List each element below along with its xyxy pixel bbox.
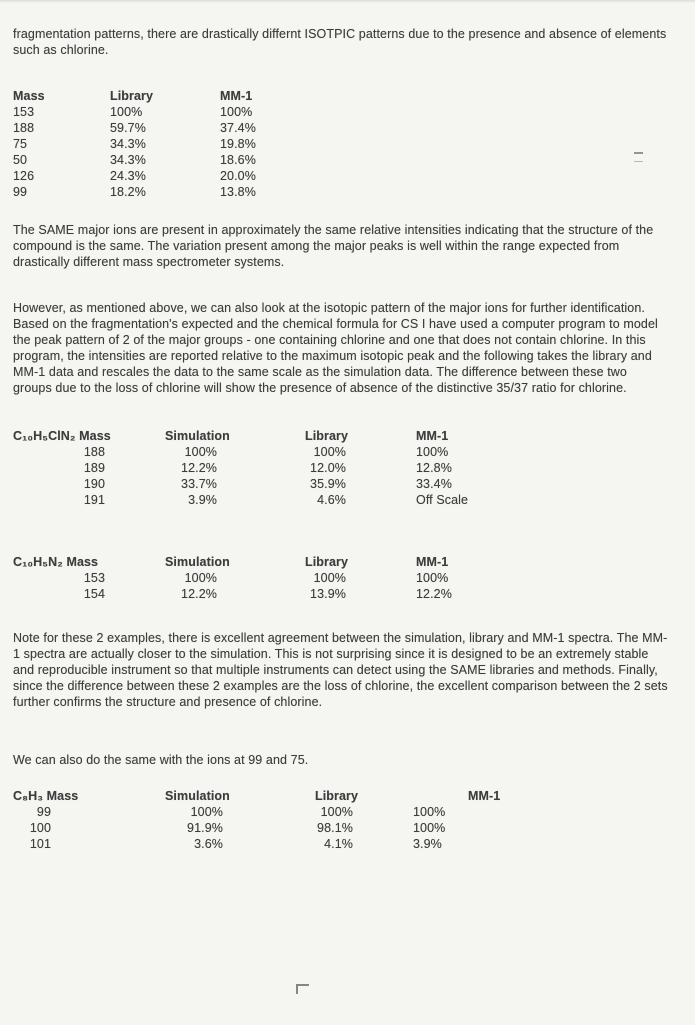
table-cell: 100% — [220, 105, 253, 119]
table-cell: 33.7% — [181, 477, 217, 491]
column-header-formula: C₁₀H₅N₂ Mass — [13, 555, 99, 569]
table-cell: 100% — [416, 445, 449, 459]
table-cell: 99 — [13, 185, 28, 199]
table-header-row — [13, 788, 671, 804]
table-cell: 18.2% — [110, 185, 146, 199]
table-cell: 12.2% — [416, 587, 452, 601]
column-header: Simulation — [165, 789, 230, 803]
table-cell: 100% — [413, 805, 446, 819]
table-cell: 91.9% — [187, 821, 223, 835]
scan-edge-shadow — [0, 0, 695, 3]
table-row — [13, 586, 671, 602]
table-cell: 18.6% — [220, 153, 256, 167]
table-cell: 12.2% — [181, 587, 217, 601]
paragraph-agreement-note: Note for these 2 examples, there is excellent agreement between the simulation, library and MM-1 spectra. The MM-1 spectra are actually closer to the simulation. This is not surprising since it is designed to be an extremely stable and reproducible instrument so that multiple instruments can detect using the SAME libraries and methods. Finally, since the difference between these 2 examples are the loss of chlorine, the excellent comparison between the 2 sets further confirms the structure and presence of chlorine. — [13, 631, 668, 709]
table-cell: 12.2% — [181, 461, 217, 475]
paragraph-intro: fragmentation patterns, there are drastically differnt ISOTPIC patterns due to the presence and absence of elements such as chlorine. — [13, 27, 667, 57]
table-row — [13, 492, 671, 508]
table-cell: 100% — [320, 805, 353, 819]
scan-artifact-bottom — [296, 984, 309, 994]
table-cell: 98.1% — [317, 821, 353, 835]
table-cell: 24.3% — [110, 169, 146, 183]
table-cell: 35.9% — [310, 477, 346, 491]
paragraph-same-ions: The SAME major ions are present in approximately the same relative intensities indicating that the structure of the compound is the same. The variation present among the major peaks is well within the range expected from drastically different mass spectrometer systems. — [13, 223, 654, 269]
table-cell: 3.9% — [188, 493, 217, 507]
table-cell: 126 — [13, 169, 35, 183]
column-header: MM-1 — [220, 89, 253, 103]
column-header: Simulation — [165, 555, 230, 569]
column-header-formula: C₈H₃ Mass — [13, 789, 79, 803]
table-cell: 12.0% — [310, 461, 346, 475]
table-cell: 188 — [13, 121, 35, 135]
column-header: Simulation — [165, 429, 230, 443]
table-row — [13, 104, 671, 120]
table-cell: 4.1% — [324, 837, 353, 851]
table-cell: 189 — [83, 461, 105, 475]
table-cell: 100% — [184, 571, 217, 585]
table-header-row — [13, 554, 671, 570]
table-row — [13, 804, 671, 820]
table-cell: 75 — [13, 137, 28, 151]
table-row — [13, 444, 671, 460]
table-cell: 100% — [413, 821, 446, 835]
no-chlorine-isotope-table — [13, 554, 671, 602]
table-cell: 100 — [29, 821, 51, 835]
table-cell: 3.6% — [194, 837, 223, 851]
table-cell: 100% — [110, 105, 143, 119]
table-cell: 20.0% — [220, 169, 256, 183]
table-cell: Off Scale — [416, 493, 469, 507]
column-header: MM-1 — [416, 429, 449, 443]
table-header-row — [13, 428, 671, 444]
table-cell: 13.9% — [310, 587, 346, 601]
table-row — [13, 120, 671, 136]
table-cell: 190 — [83, 477, 105, 491]
column-header: Library — [305, 429, 349, 443]
table-row — [13, 820, 671, 836]
ion-99-table — [13, 788, 671, 852]
table-cell: 34.3% — [110, 153, 146, 167]
scan-artifact-right — [634, 152, 643, 162]
table-row — [13, 184, 671, 200]
table-cell: 154 — [83, 587, 105, 601]
table-row — [13, 168, 671, 184]
column-header: Mass — [13, 89, 45, 103]
table-cell: 3.9% — [413, 837, 442, 851]
column-header: MM-1 — [468, 789, 501, 803]
column-header-formula: C₁₀H₅ClN₂ Mass — [13, 429, 111, 443]
column-header: Library — [110, 89, 154, 103]
table-row — [13, 136, 671, 152]
column-header: MM-1 — [416, 555, 449, 569]
table-cell: 4.6% — [317, 493, 346, 507]
table-cell: 100% — [184, 445, 217, 459]
table-cell: 99 — [36, 805, 51, 819]
table-cell: 100% — [190, 805, 223, 819]
paragraph-closing: We can also do the same with the ions at 99 and 75. — [13, 753, 309, 767]
table-cell: 100% — [416, 571, 449, 585]
table-cell: 33.4% — [416, 477, 452, 491]
paragraph-isotopic-pattern: However, as mentioned above, we can also look at the isotopic pattern of the major ions for further identification. Based on the fragmentation's expected and the chemical formula for CS I have used a computer program to model the peak pattern of 2 of the major groups - one containing chlorine and one that does not contain chlorine. In this program, the intensities are reported relative to the maximum isotopic peak and the following takes the library and MM-1 data and rescales the data to the same scale as the simulation data. The difference between these two groups due to the loss of chlorine will show the presence of absence of the distinctive 35/37 ratio for chlorine. — [13, 301, 658, 395]
table-row — [13, 152, 671, 168]
table-cell: 59.7% — [110, 121, 146, 135]
table-cell: 100% — [313, 445, 346, 459]
table-cell: 153 — [13, 105, 35, 119]
column-header: Library — [305, 555, 349, 569]
table-row — [13, 476, 671, 492]
chlorine-isotope-table — [13, 428, 671, 508]
table-cell: 188 — [83, 445, 105, 459]
relative-intensity-table — [13, 88, 671, 200]
table-cell: 13.8% — [220, 185, 256, 199]
table-cell: 12.8% — [416, 461, 452, 475]
table-row — [13, 570, 671, 586]
table-cell: 37.4% — [220, 121, 256, 135]
table-header-row — [13, 88, 671, 104]
table-cell: 153 — [83, 571, 105, 585]
column-header: Library — [315, 789, 359, 803]
table-cell: 191 — [83, 493, 105, 507]
table-cell: 19.8% — [220, 137, 256, 151]
table-cell: 50 — [13, 153, 28, 167]
table-cell: 34.3% — [110, 137, 146, 151]
table-cell: 101 — [29, 837, 51, 851]
table-row — [13, 836, 671, 852]
table-cell: 100% — [313, 571, 346, 585]
table-row — [13, 460, 671, 476]
